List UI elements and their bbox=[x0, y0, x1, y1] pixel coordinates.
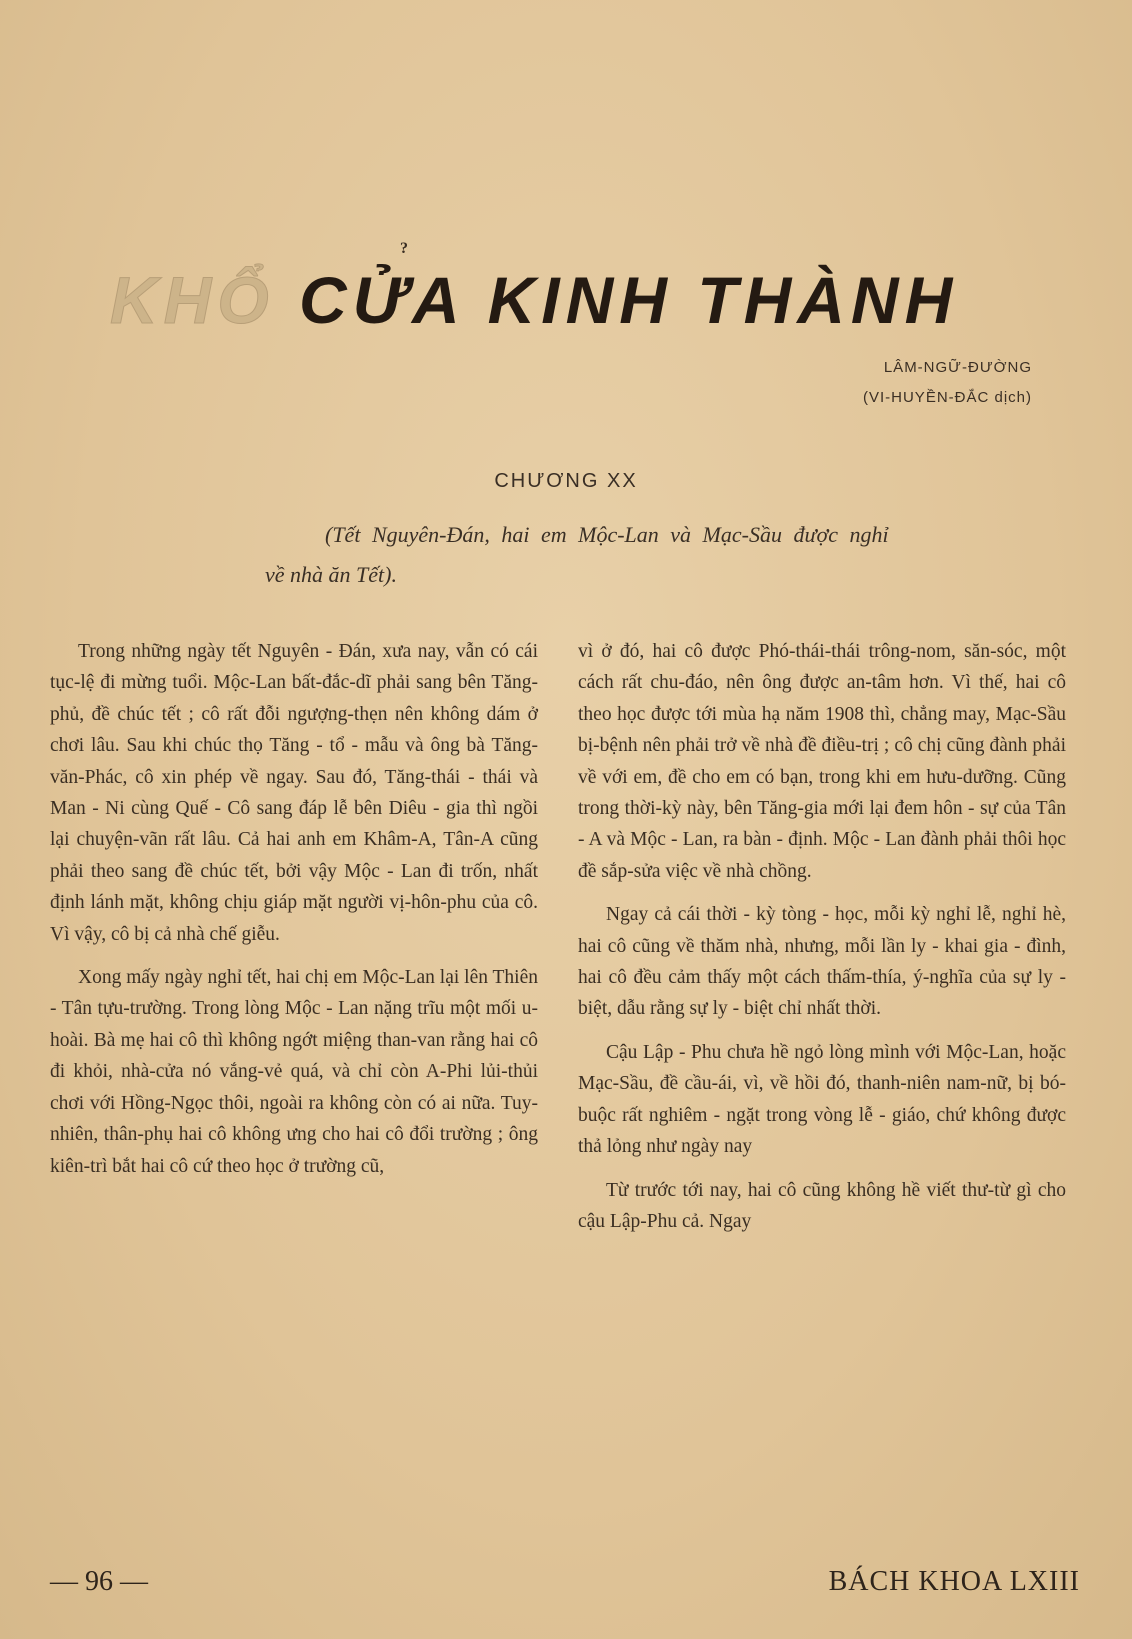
summary-line-1: (Tết Nguyên-Đán, hai em Mộc-Lan và Mạc-Sầu được nghỉ bbox=[325, 522, 889, 547]
article-title bbox=[110, 262, 1010, 342]
left-column bbox=[50, 636, 538, 1182]
paragraph: Từ trước tới nay, hai cô cũng không hề viết thư-từ gì cho cậu Lập-Phu cả. Ngay bbox=[578, 1179, 1066, 1232]
title-ornament: ? bbox=[400, 240, 408, 257]
translator-credit: (VI-HUYỀN-ĐẮC dịch) bbox=[862, 389, 1032, 406]
summary-line-2: về nhà ăn Tết). bbox=[265, 562, 397, 587]
paragraph: Cậu Lập - Phu chưa hề ngỏ lòng mình với Mộc-Lan, hoặc Mạc-Sầu, đề cầu-ái, vì, về hồi đó, thanh-niên nam-nữ, bị bó-buộc rất nghiêm - ngặt trong vòng lễ - giáo, chứ không được thả lỏng như ngày nay bbox=[578, 1041, 1066, 1158]
title-faded-word: KHỔ bbox=[110, 263, 275, 337]
author-name: LÂM-NGỮ-ĐƯỜNG bbox=[883, 359, 1032, 376]
right-column bbox=[578, 636, 1066, 1237]
byline bbox=[863, 353, 1032, 413]
magazine-name: BÁCH KHOA LXIII bbox=[828, 1566, 1080, 1597]
chapter-heading: CHƯƠNG XX bbox=[494, 470, 638, 492]
paragraph: Trong những ngày tết Nguyên - Đán, xưa nay, vẫn có cái tục-lệ đi mừng tuổi. Mộc-Lan bất-đắc-dĩ phải sang bên Tăng-phủ, đề chúc tết ; cô rất đỗi ngượng-thẹn nên không dám ở chơi lâu. Sau khi chúc thọ Tăng - tổ - mẫu và ông bà Tăng-văn-Phác, cô xin phép về ngay. Sau đó, Tăng-thái - thái và Man - Ni cùng Quế - Cô sang đáp lễ bên Diêu - gia thì ngồi lại chuyện-vãn rất lâu. Cả hai anh em Khâm-A, Tân-A cũng phải theo sang đề chúc tết, bởi vậy Mộc - Lan đi trốn, nhất định lánh mặt, không chịu giáp mặt người vị-hôn-phu của cô. Vì vậy, cô bị cả nhà chế giễu. bbox=[50, 641, 538, 945]
paragraph: Xong mấy ngày nghỉ tết, hai chị em Mộc-Lan lại lên Thiên - Tân tựu-trường. Trong lòng Mộc - Lan nặng trĩu một mối u-hoài. Bà mẹ hai cô thì không ngớt miệng than-van rằng hai cô đi khỏi, nhà-cửa nó vắng-vẻ quá, và chỉ còn A-Phi lủi-thủi chơi với Hồng-Ngọc thôi, ngoài ra không còn có ai nữa. Tuy-nhiên, thân-phụ hai cô không ưng cho hai cô đổi trường ; ông kiên-trì bắt hai cô cứ theo học ở trường cũ, bbox=[50, 967, 538, 1177]
page-number: — 96 — bbox=[50, 1566, 148, 1597]
title-word-2: KINH THÀNH bbox=[487, 263, 959, 337]
chapter-summary bbox=[265, 515, 1080, 595]
paragraph: vì ở đó, hai cô được Phó-thái-thái trông-nom, săn-sóc, một cách rất chu-đáo, nên ông được an-tâm hơn. Vì thế, hai cô theo học được tới mùa hạ năm 1908 thì, chẳng may, Mạc-Sầu bị-bệnh nên phải trở về nhà đề điều-trị ; cô chị cũng đành phải về với em, đề cho em có bạn, trong khi em hưu-dưỡng. Cũng trong thời-kỳ này, bên Tăng-gia mới lại đem hôn - sự của Tân - A và Mộc - Lan, ra bàn - định. Mộc - Lan đành phải thôi học đề sắp-sửa việc về nhà chồng. bbox=[578, 641, 1066, 882]
title-word-1: CỬA bbox=[299, 263, 464, 337]
paragraph: Ngay cả cái thời - kỳ tòng - học, mỗi kỳ nghỉ lễ, nghỉ hè, hai cô cũng về thăm nhà, nhưng, mỗi lần ly - khai gia - đình, hai cô đều cảm thấy một cách thấm-thía, ý-nghĩa của sự ly - biệt, dẫu rằng sự ly - biệt chỉ nhất thời. bbox=[578, 904, 1066, 1020]
